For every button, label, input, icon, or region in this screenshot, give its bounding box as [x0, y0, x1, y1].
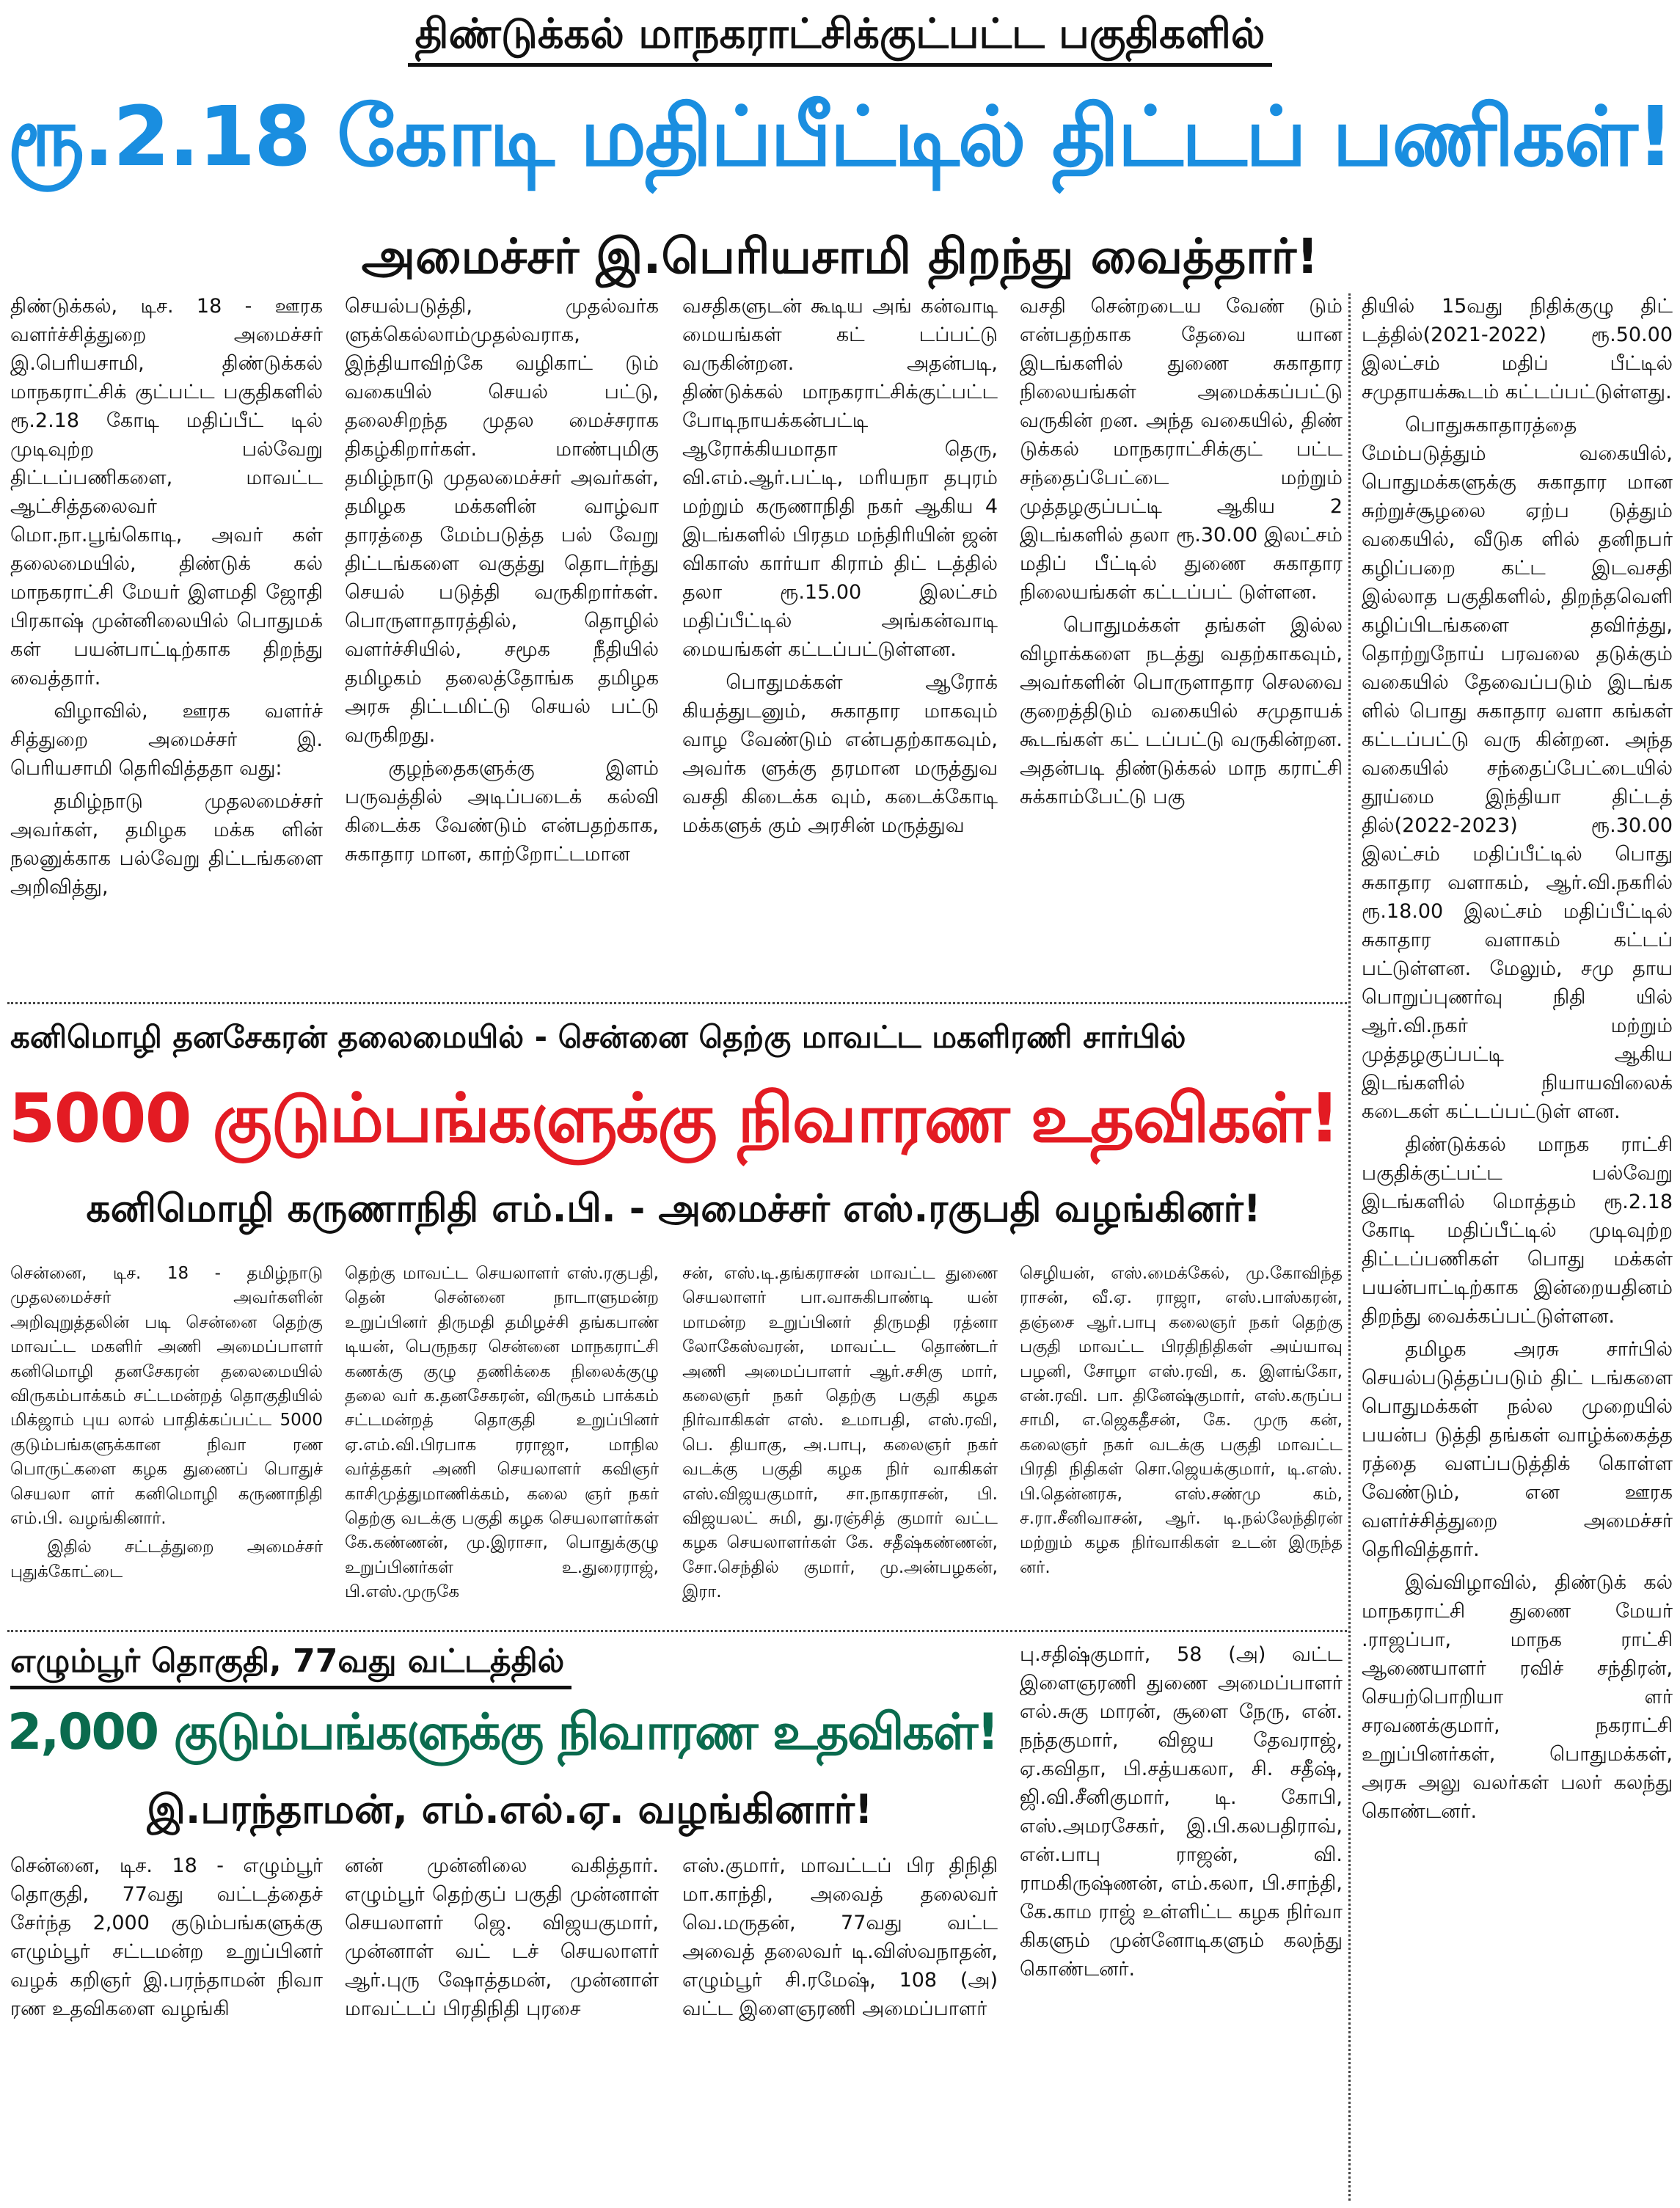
section-divider-1 — [7, 1002, 1347, 1004]
section-divider-2 — [7, 1630, 1347, 1632]
story3-column-4 — [1020, 1640, 1343, 2204]
story1-column-5 — [1362, 292, 1673, 2199]
story1-col1-text: திண்டுக்கல், டிச. 18 - ஊரக வளர்ச்சித்துறை அமைச்சர் இ.பெரியசாமி, திண்டுக்கல் மாநகராட்சிக் குட்பட்ட பகுதிகளில் ரூ.2.18 கோடி மதிப்பீட் டில் முடிவுற்ற பல்வேறு திட்டப்பணிகளை, மாவட்ட ஆட்சித்தலைவர் மொ.நா.பூங்கொடி, அவர் கள் தலைமையில், திண்டுக் கல் மாநகராட்சி மேயர் இளமதி ஜோதி பிரகாஷ் முன்னிலையில் பொதுமக் கள் பயன்பாட்டிற்காக திறந்து வைத்தார். — [10, 295, 323, 690]
story1-col3-text: வசதிகளுடன் கூடிய அங் கன்வாடி மையங்கள் கட் டப்பட்டு வருகின்றன. அதன்படி, திண்டுக்கல் மாநகராட்சிக்குட்பட்ட போடிநாயக்கன்பட்டி ஆரோக்கியமாதா தெரு, வி.எம்.ஆர்.பட்டி, மரியநா தபுரம் மற்றும் கருணாநிதி நகர் ஆகிய 4 இடங்களில் பிரதம மந்திரியின் ஜன் விகாஸ் கார்யா கிராம் திட் டத்தில் தலா ரூ.15.00 இலட்சம் மதிப்பீட்டில் அங்கன்வாடி மையங்கள் கட்டப்பட்டுள்ளன. — [682, 295, 998, 661]
story1-headline: ரூ.2.18 கோடி மதிப்பீட்டில் திட்டப் பணிகள்! — [7, 89, 1673, 185]
story3-headline: 2,000 குடும்பங்களுக்கு நிவாரண உதவிகள்! — [7, 1703, 998, 1761]
paragraph: தமிழக அரசு சார்பில் செயல்படுத்தப்படும் திட் டங்களை பொதுமக்கள் நல்ல முறையில் பயன்ப டுத்தி தங்கள் வாழ்க்கைத்த ரத்தை வளப்படுத்திக் கொள்ள வேண்டும், என ஊரக வளர்ச்சித்துறை அமைச்சர் தெரிவித்தார். — [1362, 1338, 1673, 1561]
story1-column-4 — [1020, 292, 1343, 989]
story1-column-1 — [10, 292, 323, 989]
story1-column-2 — [345, 292, 659, 989]
story2-col3-text: சன், எஸ்.டி.தங்கராசன் மாவட்ட துணை செயலாளர் பா.வாசுகிபாண்டி யன் மாமன்ற உறுப்பினர் திருமதி ரத்னா லோகேஸ்வரன், மாவட்ட தொண்டர் அணி அமைப்பாளர் ஆர்.சசிகு மார், கலைஞர் நகர் தெற்கு பகுதி கழக நிர்வாகிகள் எஸ். உமாபதி, எஸ்.ரவி, பெ. தியாகு, அ.பாபு, கலைஞர் நகர் வடக்கு பகுதி கழக நிர் வாகிகள் எஸ்.விஜயகுமார், சா.நாகராசன், பி. விஜயலட் சுமி, து.ரஞ்சித் குமார் வட்ட கழக செயலாளர்கள் கே. சதீஷ்கண்ணன், சோ.செந்தில் குமார், மு.அன்பழகன், இரா. — [682, 1264, 998, 1602]
story3-col1-text: சென்னை, டிச. 18 - எழும்பூர் தொகுதி, 77வது வட்டத்தைச் சேர்ந்த 2,000 குடும்பங்களுக்கு எழும்பூர் சட்டமன்ற உறுப்பினர் வழக் கறிஞர் இ.பரந்தாமன் நிவா ரண உதவிகளை வழங்கி — [10, 1854, 323, 2020]
story2-subhead: கனிமொழி கருணாநிதி எம்.பி. - அமைச்சர் எஸ்.ரகுபதி வழங்கினர்! — [86, 1187, 1261, 1231]
story3-column-3 — [682, 1851, 998, 2204]
story2-col4-text: செழியன், எஸ்.மைக்கேல், மு.கோவிந்த ராசன், வீ.ஏ. ராஜா, எஸ்.பாஸ்கரன், தஞ்சை ஆர்.பாபு கலைஞர் நகர் தெற்கு பகுதி மாவட்ட பிரதிநிதிகள் அய்யாவு பழனி, சோழா எஸ்.ரவி, க. இளங்கோ, என்.ரவி. பா. தினேஷ்குமார், எஸ்.கருப்ப சாமி, எ.ஜெகதீசன், கே. முரு கன், கலைஞர் நகர் வடக்கு பகுதி மாவட்ட பிரதி நிதிகள் சொ.ஜெயக்குமார், டி.எஸ். பி.தென்னரசு, எஸ்.சண்மு கம், ச.ரா.சீனிவாசன், ஆர். டி.நல்லேந்திரன் மற்றும் கழக நிர்வாகிகள் உடன் இருந்த னர். — [1020, 1264, 1343, 1577]
story3-kicker-wrap — [10, 1640, 671, 1689]
story2-column-1 — [10, 1262, 323, 1621]
story3-column-1 — [10, 1851, 323, 2204]
story3-kicker: எழும்பூர் தொகுதி, 77வது வட்டத்தில் — [10, 1640, 571, 1689]
paragraph: இவ்விழாவில், திண்டுக் கல் மாநகராட்சி துணை மேயர் .ராஜப்பா, மாநக ராட்சி ஆணையாளர் ரவிச் சந்திரன், செயற்பொறியா ளர் சரவணக்குமார், நகராட்சி உறுப்பினர்கள், பொதுமக்கள், அரசு அலு வலர்கள் பலர் கலந்து கொண்டனர். — [1362, 1571, 1673, 1823]
story3-col3-text: எஸ்.குமார், மாவட்டப் பிர திநிதி மா.காந்தி, அவைத் தலைவர் வெ.மருதன், 77வது வட்ட அவைத் தலைவர் டி.விஸ்வநாதன், எழும்பூர் சி.ரமேஷ், 108 (அ) வட்ட இளைஞரணி அமைப்பாளர் — [682, 1854, 998, 2020]
story2-kicker: கனிமொழி தனசேகரன் தலைமையில் - சென்னை தெற்கு மாவட்ட மகளிரணி சார்பில் — [10, 1019, 1186, 1055]
story3-column-2 — [345, 1851, 659, 2204]
paragraph: திண்டுக்கல் மாநக ராட்சி பகுதிக்குட்பட்ட பல்வேறு இடங்களில் மொத்தம் ரூ.2.18 கோடி மதிப்பீட்டில் முடிவுற்ற திட்டப்பணிகள் பொது மக்கள் பயன்பாட்டிற்காக இன்றையதினம் திறந்து வைக்கப்பட்டுள்ளன. — [1362, 1133, 1673, 1328]
story1-kicker-wrap — [0, 9, 1680, 67]
story1-kicker: திண்டுக்கல் மாநகராட்சிக்குட்பட்ட பகுதிகளில் — [408, 9, 1273, 67]
story1-col5-text: தியில் 15வது நிதிக்குழு திட் டத்தில்(2021-2022) ரூ.50.00 இலட்சம் மதிப் பீட்டில் சமுதாயக்கூடம் கட்டப்பட்டுள்ளது. — [1362, 295, 1673, 403]
story2-column-3 — [682, 1262, 998, 1621]
paragraph: குழந்தைகளுக்கு இளம் பருவத்தில் அடிப்படைக் கல்வி கிடைக்க வேண்டும் என்பதற்காக, சுகாதார மான, காற்றோட்டமான — [345, 757, 659, 866]
story2-column-2 — [345, 1262, 659, 1621]
story1-col4-text: வசதி சென்றடைய வேண் டும் என்பதற்காக தேவை யான இடங்களில் துணை சுகாதார நிலையங்கள் அமைக்கப்பட்டு வருகின் றன. அந்த வகையில், திண் டுக்கல் மாநகராட்சிக்குட் பட்ட சந்தைப்பேட்டை மற்றும் முத்தழகுப்பட்டி ஆகிய 2 இடங்களில் தலா ரூ.30.00 இலட்சம் மதிப் பீட்டில் துணை சுகாதார நிலையங்கள் கட்டப்பட் டுள்ளன. — [1020, 295, 1343, 604]
paragraph: பொதுமக்கள் ஆரோக் கியத்துடனும், சுகாதார மாகவும் வாழ வேண்டும் என்பதற்காகவும், அவர்க ளுக்கு தரமான மருத்துவ வசதி கிடைக்க வும், கடைக்கோடி மக்களுக் கும் அரசின் மருத்துவ — [682, 671, 998, 837]
paragraph: பொதுமக்கள் தங்கள் இல்ல விழாக்களை நடத்து வதற்காகவும், அவர்களின் பொருளாதார செலவை குறைத்திடும் வகையில் சமுதாயக் கூடங்கள் கட் டப்பட்டு வருகின்றன. அதன்படி திண்டுக்கல் மாந கராட்சி சுக்காம்பேட்டு பகு — [1020, 614, 1343, 808]
story3-col2-text: னன் முன்னிலை வகித்தார். எழும்பூர் தெற்குப் பகுதி முன்னாள் செயலாளர் ஜெ. விஜயகுமார், முன்னாள் வட் டச் செயலாளர் ஆர்.புரு ஷோத்தமன், முன்னாள் மாவட்டப் பிரதிநிதி புரசை — [345, 1854, 659, 2020]
story3-col4-text: பு.சதிஷ்குமார், 58 (அ) வட்ட இளைஞரணி துணை அமைப்பாளர் எல்.சுகு மாரன், சூளை நேரு, என். நந்தகுமார், விஜய தேவராஜ், ஏ.கவிதா, பி.சத்யகலா, சி. சதீஷ், ஜி.வி.சீனிகுமார், டி. கோபி, எஸ்.அமரசேகர், இ.பி.கலபதிராவ், என்.பாபு ராஜன், வி. ராமகிருஷ்ணன், எம்.கலா, பி.சாந்தி, கே.காம ராஜ் உள்ளிட்ட கழக நிர்வா கிகளும் முன்னோடிகளும் கலந்து கொண்டனர். — [1020, 1643, 1343, 1981]
story1-col2-text: செயல்படுத்தி, முதல்வர்க ளுக்கெல்லாம்முதல்வராக, இந்தியாவிற்கே வழிகாட் டும் வகையில் செயல் பட்டு, தலைசிறந்த முதல மைச்சராக திகழ்கிறார்கள். மாண்புமிகு தமிழ்நாடு முதலமைச்சர் அவர்கள், தமிழக மக்களின் வாழ்வா தாரத்தை மேம்படுத்த பல் வேறு திட்டங்களை வகுத்து தொடர்ந்து செயல் படுத்தி வருகிறார்கள். பொருளாதாரத்தில், தொழில் வளர்ச்சியில், சமூக நீதியில் தமிழகம் தலைத்தோங்க தமிழக அரசு திட்டமிட்டு செயல் பட்டு வருகிறது. — [345, 295, 659, 747]
paragraph: விழாவில், ஊரக வளர்ச் சித்துறை அமைச்சர் இ. பெரியசாமி தெரிவித்ததா வது: — [10, 700, 323, 780]
paragraph: தமிழ்நாடு முதலமைச்சர் அவர்கள், தமிழக மக்க ளின் நலனுக்காக பல்வேறு திட்டங்களை அறிவித்து, — [10, 790, 323, 899]
story2-col2-text: தெற்கு மாவட்ட செயலாளர் எஸ்.ரகுபதி, தென் சென்னை நாடாளுமன்ற உறுப்பினர் திருமதி தமிழச்சி தங்கபாண் டியன், பெருநகர சென்னை மாநகராட்சி கணக்கு குழு தணிக்கை நிலைக்குழு தலை வர் க.தனசேகரன், விருகம் பாக்கம் சட்டமன்றத் தொகுதி உறுப்பினர் ஏ.எம்.வி.பிரபாக ரராஜா, மாநில வர்த்தகர் அணி செயலாளர் கவிஞர் காசிமுத்துமாணிக்கம், கலை ஞர் நகர் தெற்கு வடக்கு பகுதி கழக செயலாளர்கள் கே.கண்ணன், மு.இராசா, பொதுக்குழு உறுப்பினர்கள் உ.துரைராஜ், பி.எஸ்.முருகே — [345, 1264, 659, 1602]
story2-column-4 — [1020, 1262, 1343, 1621]
story1-subhead: அமைச்சர் இ.பெரியசாமி திறந்து வைத்தார்! — [361, 228, 1319, 285]
paragraph: பொதுசுகாதாரத்தை மேம்படுத்தும் வகையில், பொதுமக்களுக்கு சுகாதார மான சுற்றுச்சூழலை ஏற்ப டுத்தும் வகையில், வீடுக ளில் தனிநபர் கழிப்பறை கட்ட இடவசதி இல்லாத பகுதிகளில், திறந்தவெளி கழிப்பிடங்களை தவிர்த்து, தொற்றுநோய் பரவலை தடுக்கும் வகையில் தேவைப்படும் இடங்க ளில் பொது சுகாதார வளா கங்கள் கட்டப்பட்டு வரு கின்றன. அந்த வகையில் சந்தைப்பேட்டையில் தூய்மை இந்தியா திட்டத் தில்(2022-2023) ரூ.30.00 இலட்சம் மதிப்பீட்டில் பொது சுகாதார வளாகம், ஆர்.வி.நகரில் ரூ.18.00 இலட்சம் மதிப்பீட்டில் சுகாதார வளாகம் கட்டப் பட்டுள்ளன. மேலும், சமு தாய பொறுப்புணர்வு நிதி யில் ஆர்.வி.நகர் மற்றும் முத்தழகுப்பட்டி ஆகிய இடங்களில் நியாயவிலைக் கடைகள் கட்டப்பட்டுள் ளன. — [1362, 414, 1673, 1123]
column-divider — [1348, 293, 1351, 2201]
story2-col1-text: சென்னை, டிச. 18 - தமிழ்நாடு முதலமைச்சர் அவர்களின் அறிவுறுத்தலின் படி சென்னை தெற்கு மாவட்ட மகளிர் அணி அமைப்பாளர் கனிமொழி தனசேகரன் தலைமையில் விருகம்பாக்கம் சட்டமன்றத் தொகுதியில் மிக்ஜாம் புய லால் பாதிக்கப்பட்ட 5000 குடும்பங்களுக்கான நிவா ரண பொருட்களை கழக துணைப் பொதுச் செயலா ளர் கனிமொழி கருணாநிதி எம்.பி. வழங்கினார். — [10, 1264, 323, 1529]
story1-column-3 — [682, 292, 998, 989]
paragraph: இதில் சட்டத்துறை அமைச்சர் புதுக்கோட்டை — [10, 1538, 323, 1582]
story3-subhead: இ.பரந்தாமன், எம்.எல்.ஏ. வழங்கினார்! — [147, 1786, 873, 1832]
story2-headline: 5000 குடும்பங்களுக்கு நிவாரண உதவிகள்! — [8, 1079, 1339, 1158]
